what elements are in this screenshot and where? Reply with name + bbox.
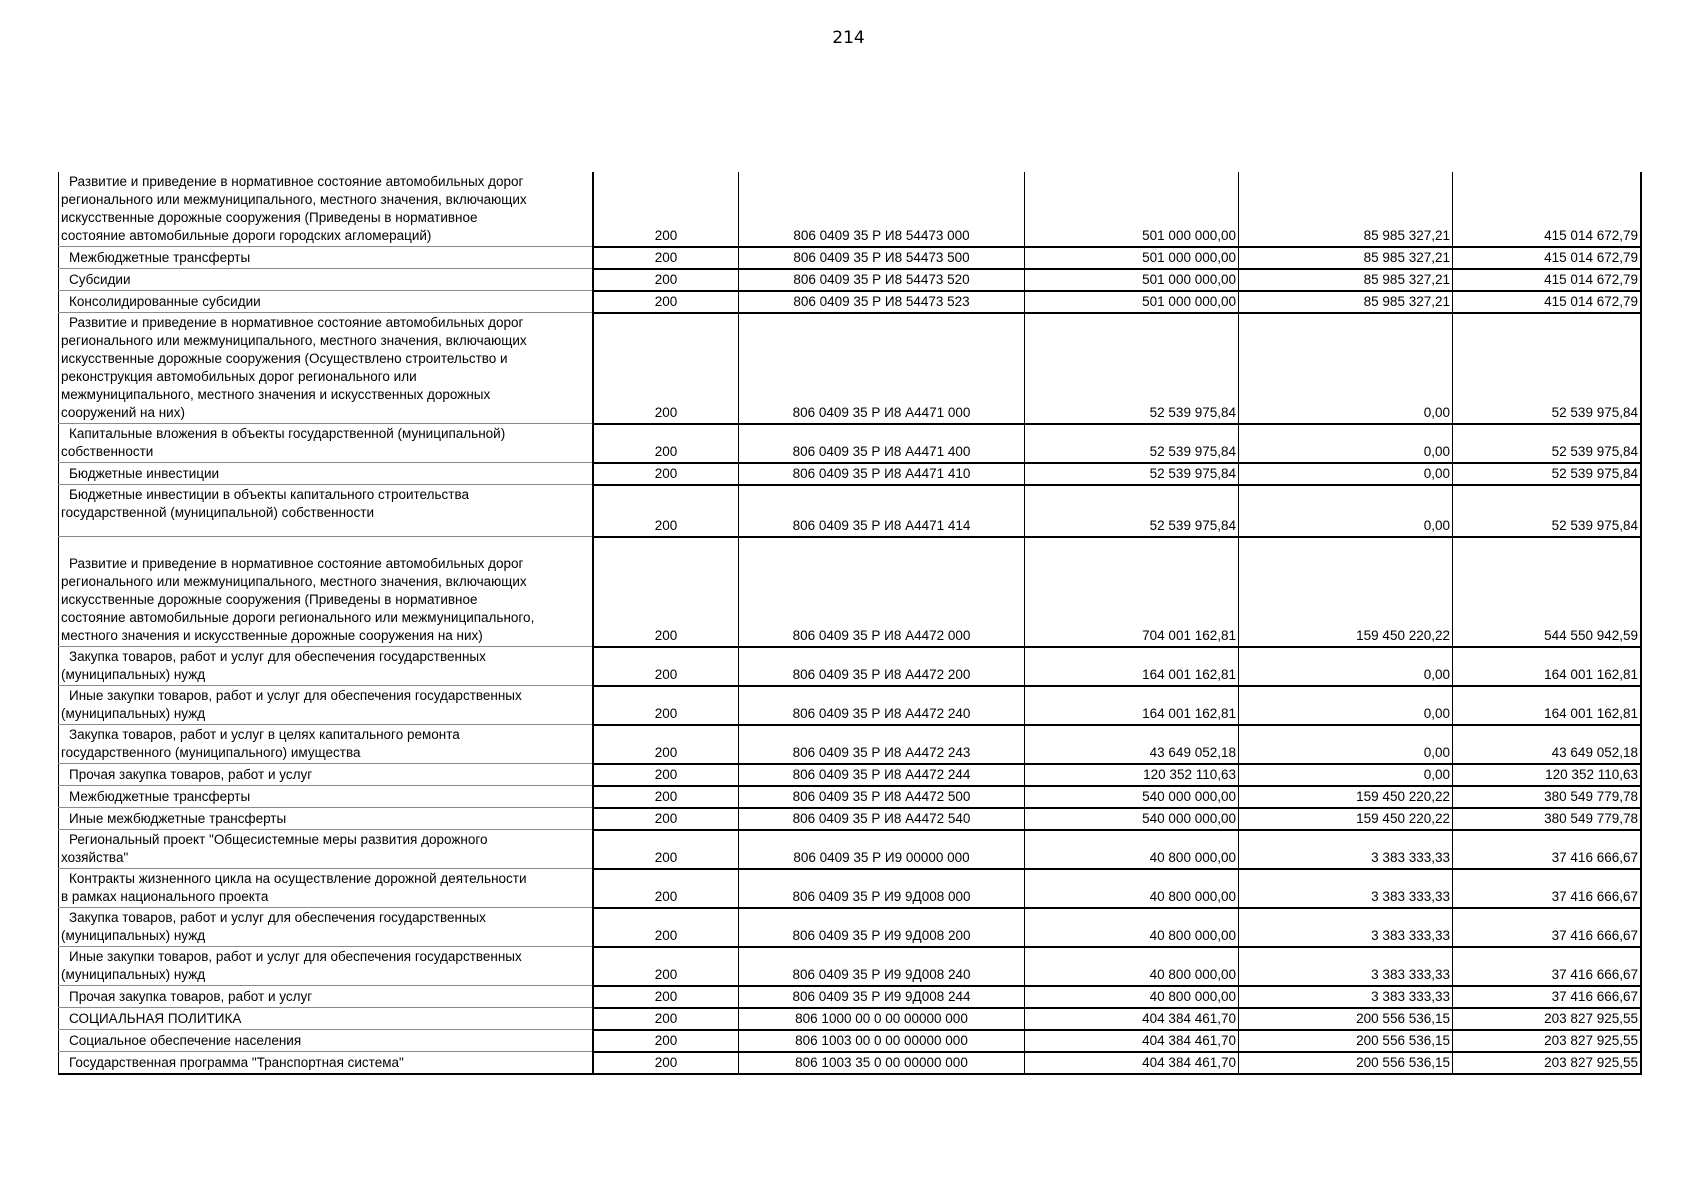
table-row	[59, 172, 1642, 247]
table-row	[59, 986, 1642, 1008]
classification-code-cell: 806 0409 35 Р И9 9Д008 240	[739, 947, 1025, 986]
status-cell: 200	[593, 1030, 739, 1052]
classification-code-cell: 806 1003 00 0 00 00000 000	[739, 1030, 1025, 1052]
classification-code-cell: 806 1003 35 0 00 00000 000	[739, 1052, 1025, 1074]
table-row	[59, 764, 1642, 786]
table-row	[59, 808, 1642, 830]
classification-code-cell: 806 1000 00 0 00 00000 000	[739, 1008, 1025, 1030]
status-cell: 200	[593, 172, 739, 247]
classification-code-cell: 806 0409 35 Р И9 9Д008 244	[739, 986, 1025, 1008]
row-name-cell	[59, 764, 594, 786]
executed-amount-cell: 0,00	[1239, 424, 1453, 463]
row-name-line: регионального или межмуниципального, местного значения, включающих	[61, 333, 527, 348]
status-cell: 200	[593, 947, 739, 986]
unexecuted-amount-cell: 52 539 975,84	[1453, 463, 1642, 485]
executed-amount-cell: 200 556 536,15	[1239, 1008, 1453, 1030]
unexecuted-amount-cell: 544 550 942,59	[1453, 537, 1642, 647]
row-name-line: Закупка товаров, работ и услуг в целях капитального ремонта	[69, 727, 460, 742]
classification-code-cell: 806 0409 35 Р И8 54473 520	[739, 269, 1025, 291]
approved-amount-cell: 540 000 000,00	[1025, 786, 1239, 808]
table-row	[59, 947, 1642, 986]
row-name-line: сооружений на них)	[61, 405, 185, 420]
row-name-cell	[59, 485, 594, 537]
executed-amount-cell: 3 383 333,33	[1239, 869, 1453, 908]
approved-amount-cell: 40 800 000,00	[1025, 947, 1239, 986]
classification-code-cell: 806 0409 35 Р И8 А4472 200	[739, 647, 1025, 686]
row-name-line: Межбюджетные трансферты	[69, 789, 251, 804]
approved-amount-cell: 164 001 162,81	[1025, 686, 1239, 725]
table-row	[59, 908, 1642, 947]
approved-amount-cell: 540 000 000,00	[1025, 808, 1239, 830]
unexecuted-amount-cell: 120 352 110,63	[1453, 764, 1642, 786]
row-name-cell	[59, 424, 594, 463]
classification-code-cell: 806 0409 35 Р И8 54473 000	[739, 172, 1025, 247]
approved-amount-cell: 501 000 000,00	[1025, 247, 1239, 269]
row-name-line: реконструкция автомобильных дорог регионального или	[61, 369, 417, 384]
executed-amount-cell: 159 450 220,22	[1239, 786, 1453, 808]
status-cell: 200	[593, 808, 739, 830]
table-row	[59, 463, 1642, 485]
approved-amount-cell: 404 384 461,70	[1025, 1030, 1239, 1052]
table-row	[59, 869, 1642, 908]
approved-amount-cell: 40 800 000,00	[1025, 908, 1239, 947]
approved-amount-cell: 40 800 000,00	[1025, 830, 1239, 869]
row-name-cell	[59, 313, 594, 424]
unexecuted-amount-cell: 164 001 162,81	[1453, 647, 1642, 686]
unexecuted-amount-cell: 415 014 672,79	[1453, 291, 1642, 313]
executed-amount-cell: 0,00	[1239, 725, 1453, 764]
row-name-cell	[59, 1008, 594, 1030]
table-row	[59, 485, 1642, 537]
classification-code-cell: 806 0409 35 Р И8 А4471 410	[739, 463, 1025, 485]
row-name-cell	[59, 537, 594, 647]
executed-amount-cell: 0,00	[1239, 463, 1453, 485]
table-row	[59, 269, 1642, 291]
table-row	[59, 424, 1642, 463]
executed-amount-cell: 85 985 327,21	[1239, 172, 1453, 247]
approved-amount-cell: 52 539 975,84	[1025, 485, 1239, 537]
approved-amount-cell: 52 539 975,84	[1025, 424, 1239, 463]
executed-amount-cell: 159 450 220,22	[1239, 537, 1453, 647]
table-row	[59, 1052, 1642, 1074]
status-cell: 200	[593, 869, 739, 908]
row-name-line: Иные закупки товаров, работ и услуг для обеспечения государственных	[69, 688, 522, 703]
row-name-cell	[59, 269, 594, 291]
row-name-line: искусственные дорожные сооружения (Осуществлено строительство и	[61, 351, 508, 366]
classification-code-cell: 806 0409 35 Р И8 54473 523	[739, 291, 1025, 313]
status-cell: 200	[593, 313, 739, 424]
unexecuted-amount-cell: 203 827 925,55	[1453, 1030, 1642, 1052]
approved-amount-cell: 404 384 461,70	[1025, 1052, 1239, 1074]
classification-code-cell: 806 0409 35 Р И9 00000 000	[739, 830, 1025, 869]
status-cell: 200	[593, 463, 739, 485]
row-name-line: Иные межбюджетные трансферты	[69, 811, 287, 826]
row-name-cell	[59, 869, 594, 908]
row-name-line: Субсидии	[69, 272, 131, 287]
unexecuted-amount-cell: 52 539 975,84	[1453, 313, 1642, 424]
executed-amount-cell: 0,00	[1239, 764, 1453, 786]
row-name-line: (муниципальных) нужд	[61, 967, 206, 982]
classification-code-cell: 806 0409 35 Р И8 54473 500	[739, 247, 1025, 269]
row-name-cell	[59, 463, 594, 485]
executed-amount-cell: 200 556 536,15	[1239, 1052, 1453, 1074]
row-name-line: Развитие и приведение в нормативное состояние автомобильных дорог	[69, 556, 524, 571]
row-name-line: Государственная программа "Транспортная система"	[69, 1054, 404, 1070]
status-cell: 200	[593, 269, 739, 291]
executed-amount-cell: 0,00	[1239, 313, 1453, 424]
approved-amount-cell: 120 352 110,63	[1025, 764, 1239, 786]
row-name-line: Иные закупки товаров, работ и услуг для обеспечения государственных	[69, 949, 522, 964]
row-name-cell	[59, 908, 594, 947]
status-cell: 200	[593, 1008, 739, 1030]
table-row	[59, 830, 1642, 869]
status-cell: 200	[593, 725, 739, 764]
row-name-line: Региональный проект "Общесистемные меры развития дорожного	[69, 832, 488, 847]
unexecuted-amount-cell: 43 649 052,18	[1453, 725, 1642, 764]
classification-code-cell: 806 0409 35 Р И8 А4471 414	[739, 485, 1025, 537]
approved-amount-cell: 501 000 000,00	[1025, 172, 1239, 247]
approved-amount-cell: 40 800 000,00	[1025, 869, 1239, 908]
table-row	[59, 647, 1642, 686]
unexecuted-amount-cell: 415 014 672,79	[1453, 247, 1642, 269]
row-name-line: государственного (муниципального) имущества	[61, 745, 361, 760]
classification-code-cell: 806 0409 35 Р И8 А4471 400	[739, 424, 1025, 463]
row-name-line: Прочая закупка товаров, работ и услуг	[69, 767, 313, 782]
table-row	[59, 686, 1642, 725]
unexecuted-amount-cell: 37 416 666,67	[1453, 908, 1642, 947]
status-cell: 200	[593, 908, 739, 947]
table-row	[59, 313, 1642, 424]
executed-amount-cell: 85 985 327,21	[1239, 269, 1453, 291]
row-name-line: Бюджетные инвестиции в объекты капитального строительства	[69, 487, 469, 502]
row-name-line: местного значения и искусственные дорожные сооружения на них)	[61, 628, 483, 643]
approved-amount-cell: 164 001 162,81	[1025, 647, 1239, 686]
row-name-cell	[59, 1052, 594, 1074]
row-name-line: состояние автомобильные дороги регионального или межмуниципального,	[61, 610, 535, 625]
table-row	[59, 1030, 1642, 1052]
approved-amount-cell: 52 539 975,84	[1025, 463, 1239, 485]
approved-amount-cell: 501 000 000,00	[1025, 269, 1239, 291]
status-cell: 200	[593, 830, 739, 869]
executed-amount-cell: 85 985 327,21	[1239, 291, 1453, 313]
unexecuted-amount-cell: 37 416 666,67	[1453, 830, 1642, 869]
status-cell: 200	[593, 686, 739, 725]
classification-code-cell: 806 0409 35 Р И8 А4471 000	[739, 313, 1025, 424]
status-cell: 200	[593, 291, 739, 313]
row-name-cell	[59, 808, 594, 830]
table-body	[59, 172, 1642, 1074]
status-cell: 200	[593, 764, 739, 786]
status-cell: 200	[593, 537, 739, 647]
page-number: 214	[832, 28, 865, 48]
row-name-line: собственности	[61, 444, 154, 459]
row-name-line: Развитие и приведение в нормативное состояние автомобильных дорог	[69, 174, 524, 189]
approved-amount-cell: 40 800 000,00	[1025, 986, 1239, 1008]
unexecuted-amount-cell: 37 416 666,67	[1453, 947, 1642, 986]
row-name-cell	[59, 647, 594, 686]
unexecuted-amount-cell: 380 549 779,78	[1453, 808, 1642, 830]
approved-amount-cell: 52 539 975,84	[1025, 313, 1239, 424]
status-cell: 200	[593, 247, 739, 269]
row-name-line: (муниципальных) нужд	[61, 667, 206, 682]
row-name-line: (муниципальных) нужд	[61, 706, 206, 721]
row-name-line: (муниципальных) нужд	[61, 928, 206, 943]
row-name-line: Капитальные вложения в объекты государственной (муниципальной)	[69, 426, 506, 441]
table-row	[59, 537, 1642, 647]
table-row	[59, 725, 1642, 764]
row-name-line: хозяйства"	[61, 850, 129, 865]
executed-amount-cell: 159 450 220,22	[1239, 808, 1453, 830]
unexecuted-amount-cell: 203 827 925,55	[1453, 1052, 1642, 1074]
row-name-cell	[59, 786, 594, 808]
unexecuted-amount-cell: 415 014 672,79	[1453, 269, 1642, 291]
row-name-line: в рамках национального проекта	[61, 889, 269, 904]
row-name-cell	[59, 947, 594, 986]
executed-amount-cell: 3 383 333,33	[1239, 986, 1453, 1008]
status-cell: 200	[593, 1052, 739, 1074]
classification-code-cell: 806 0409 35 Р И8 А4472 000	[739, 537, 1025, 647]
table-row	[59, 786, 1642, 808]
status-cell: 200	[593, 485, 739, 537]
row-name-line: Контракты жизненного цикла на осуществление дорожной деятельности	[69, 871, 527, 886]
classification-code-cell: 806 0409 35 Р И9 9Д008 000	[739, 869, 1025, 908]
executed-amount-cell: 0,00	[1239, 686, 1453, 725]
executed-amount-cell: 0,00	[1239, 647, 1453, 686]
approved-amount-cell: 501 000 000,00	[1025, 291, 1239, 313]
unexecuted-amount-cell: 52 539 975,84	[1453, 424, 1642, 463]
row-name-line: Бюджетные инвестиции	[69, 466, 220, 481]
classification-code-cell: 806 0409 35 Р И8 А4472 500	[739, 786, 1025, 808]
row-name-line: Межбюджетные трансферты	[69, 250, 251, 265]
unexecuted-amount-cell: 415 014 672,79	[1453, 172, 1642, 247]
status-cell: 200	[593, 647, 739, 686]
row-name-line: состояние автомобильные дороги городских агломераций)	[61, 228, 432, 243]
classification-code-cell: 806 0409 35 Р И8 А4472 240	[739, 686, 1025, 725]
unexecuted-amount-cell: 203 827 925,55	[1453, 1008, 1642, 1030]
classification-code-cell: 806 0409 35 Р И8 А4472 540	[739, 808, 1025, 830]
row-name-cell	[59, 1030, 594, 1052]
approved-amount-cell: 704 001 162,81	[1025, 537, 1239, 647]
row-name-cell	[59, 986, 594, 1008]
row-name-line: Развитие и приведение в нормативное состояние автомобильных дорог	[69, 315, 524, 330]
table-row	[59, 291, 1642, 313]
budget-execution-table	[58, 172, 1642, 1075]
unexecuted-amount-cell: 37 416 666,67	[1453, 869, 1642, 908]
row-name-line: искусственные дорожные сооружения (Приведены в нормативное	[61, 210, 478, 225]
executed-amount-cell: 0,00	[1239, 485, 1453, 537]
row-name-line: Закупка товаров, работ и услуг для обеспечения государственных	[69, 649, 486, 664]
row-name-cell	[59, 172, 594, 247]
approved-amount-cell: 404 384 461,70	[1025, 1008, 1239, 1030]
row-name-line: Закупка товаров, работ и услуг для обеспечения государственных	[69, 910, 486, 925]
executed-amount-cell: 3 383 333,33	[1239, 947, 1453, 986]
executed-amount-cell: 3 383 333,33	[1239, 908, 1453, 947]
table-row	[59, 1008, 1642, 1030]
executed-amount-cell: 85 985 327,21	[1239, 247, 1453, 269]
row-name-line: межмуниципального, местного значения и искусственных дорожных	[61, 387, 491, 402]
row-name-line: СОЦИАЛЬНАЯ ПОЛИТИКА	[69, 1011, 242, 1026]
executed-amount-cell: 3 383 333,33	[1239, 830, 1453, 869]
row-name-cell	[59, 291, 594, 313]
table-row	[59, 247, 1642, 269]
approved-amount-cell: 43 649 052,18	[1025, 725, 1239, 764]
status-cell: 200	[593, 424, 739, 463]
unexecuted-amount-cell: 164 001 162,81	[1453, 686, 1642, 725]
classification-code-cell: 806 0409 35 Р И8 А4472 243	[739, 725, 1025, 764]
row-name-line: государственной (муниципальной) собственности	[61, 505, 375, 520]
row-name-cell	[59, 686, 594, 725]
executed-amount-cell: 200 556 536,15	[1239, 1030, 1453, 1052]
row-name-line: регионального или межмуниципального, местного значения, включающих	[61, 192, 527, 207]
status-cell: 200	[593, 786, 739, 808]
classification-code-cell: 806 0409 35 Р И9 9Д008 200	[739, 908, 1025, 947]
row-name-line: регионального или межмуниципального, местного значения, включающих	[61, 574, 527, 589]
unexecuted-amount-cell: 380 549 779,78	[1453, 786, 1642, 808]
row-name-line: Консолидированные субсидии	[69, 294, 261, 309]
classification-code-cell: 806 0409 35 Р И8 А4472 244	[739, 764, 1025, 786]
row-name-line: Социальное обеспечение населения	[69, 1033, 302, 1048]
row-name-line: искусственные дорожные сооружения (Приведены в нормативное	[61, 592, 478, 607]
row-name-line: Прочая закупка товаров, работ и услуг	[69, 989, 313, 1004]
row-name-cell	[59, 247, 594, 269]
row-name-cell	[59, 725, 594, 764]
unexecuted-amount-cell: 37 416 666,67	[1453, 986, 1642, 1008]
unexecuted-amount-cell: 52 539 975,84	[1453, 485, 1642, 537]
status-cell: 200	[593, 986, 739, 1008]
row-name-cell	[59, 830, 594, 869]
